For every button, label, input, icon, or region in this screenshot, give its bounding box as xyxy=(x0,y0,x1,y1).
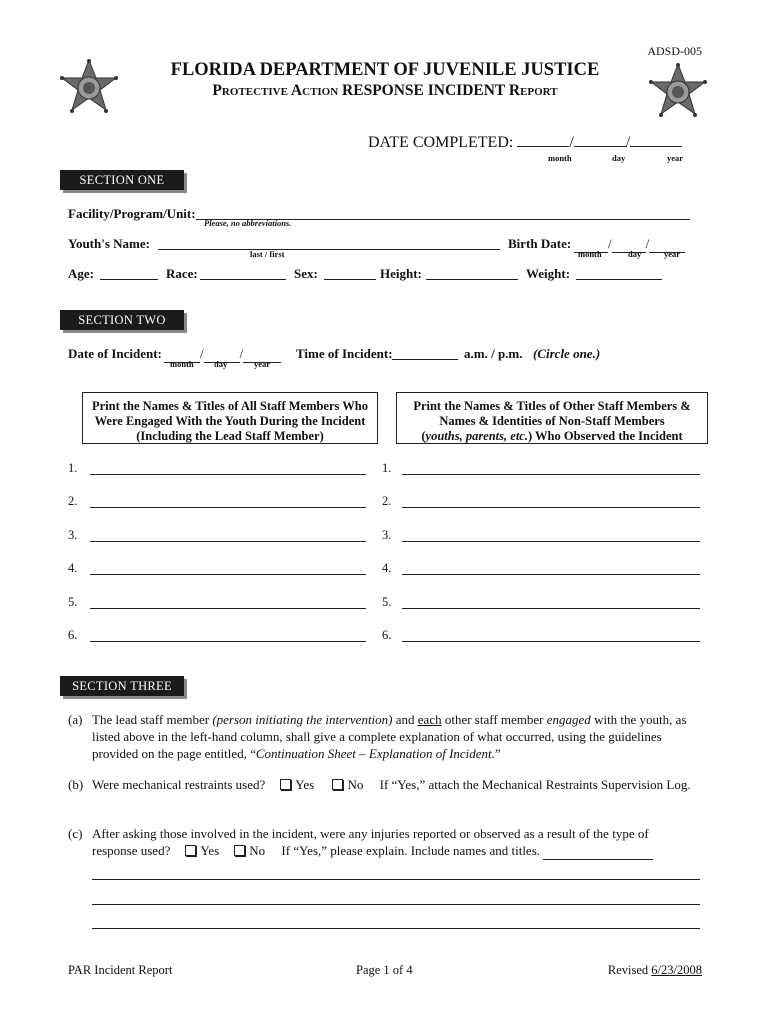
age-label: Age: xyxy=(68,266,94,281)
youth-name-label: Youth's Name: xyxy=(68,236,150,251)
form-id: ADSD-005 xyxy=(647,44,702,58)
sheriff-star-left-icon xyxy=(58,58,120,120)
race-field[interactable] xyxy=(200,266,286,280)
footer-revised: Revised 6/23/2008 xyxy=(607,963,702,977)
youth-name-field[interactable] xyxy=(158,236,500,250)
height-field[interactable] xyxy=(426,266,518,280)
incident-year-label: year xyxy=(254,359,271,369)
sex-label: Sex: xyxy=(294,266,318,281)
incident-month-label: month xyxy=(170,359,194,369)
birth-date-label: Birth Date: xyxy=(508,236,572,251)
age-field[interactable] xyxy=(100,266,158,280)
weight-label: Weight: xyxy=(526,266,571,281)
engaged-num-2: 2. xyxy=(68,494,78,508)
observers-box-line2: Names & Identities of Non-Staff Members xyxy=(439,414,665,428)
engaged-line-4[interactable] xyxy=(90,561,366,575)
sex-field[interactable] xyxy=(324,266,376,280)
observer-line-2[interactable] xyxy=(402,494,700,508)
footer-left: PAR Incident Report xyxy=(68,963,173,977)
birth-date-field[interactable]: / / xyxy=(574,236,685,253)
observer-num-1: 1. xyxy=(382,461,392,475)
youth-name-sublabel: last / first xyxy=(250,249,285,259)
engaged-num-3: 3. xyxy=(68,528,78,542)
injury-explain-line-3[interactable] xyxy=(92,915,700,929)
date-completed-day-label: day xyxy=(612,153,626,163)
time-incident-label: Time of Incident: xyxy=(296,346,393,361)
observer-num-6: 6. xyxy=(382,628,392,642)
incident-day-label: day xyxy=(214,359,228,369)
height-label: Height: xyxy=(380,266,422,281)
observer-line-3[interactable] xyxy=(402,528,700,542)
date-completed-year-label: year xyxy=(667,153,684,163)
injury-explain-line-2[interactable] xyxy=(92,891,700,905)
section-one-heading: SECTION ONE xyxy=(60,170,184,190)
birth-year-label: year xyxy=(664,249,681,259)
engaged-line-3[interactable] xyxy=(90,528,366,542)
date-incident-field[interactable]: / / xyxy=(164,346,281,363)
birth-day-label: day xyxy=(628,249,642,259)
weight-field[interactable] xyxy=(576,266,662,280)
facility-label: Facility/Program/Unit: xyxy=(68,206,196,221)
engaged-num-6: 6. xyxy=(68,628,78,642)
b-no-checkbox[interactable] xyxy=(332,779,343,790)
circle-one-note: (Circle one.) xyxy=(533,346,601,361)
c-no-checkbox[interactable] xyxy=(234,845,245,856)
date-completed-label: DATE COMPLETED: / / xyxy=(368,134,682,152)
engaged-num-1: 1. xyxy=(68,461,78,475)
item-b-text: Were mechanical restraints used? Yes No If “Yes,” attach the Mechanical Restraints Supervision Log. xyxy=(92,777,691,792)
engaged-num-5: 5. xyxy=(68,595,78,609)
observers-box xyxy=(396,392,708,444)
section-two-heading: SECTION TWO xyxy=(60,310,184,330)
observer-num-4: 4. xyxy=(382,561,392,575)
observers-box-line1: Print the Names & Titles of Other Staff Members & xyxy=(413,399,691,413)
section-three-heading: SECTION THREE xyxy=(60,676,184,696)
b-yes-checkbox[interactable] xyxy=(280,779,291,790)
engaged-line-5[interactable] xyxy=(90,595,366,609)
item-c-label: (c) xyxy=(68,826,83,841)
engaged-line-6[interactable] xyxy=(90,628,366,642)
injury-explain-line-1[interactable] xyxy=(92,866,700,880)
observer-line-6[interactable] xyxy=(402,628,700,642)
observer-line-1[interactable] xyxy=(402,461,700,475)
facility-note: Please, no abbreviations. xyxy=(204,218,292,228)
item-c-text: After asking those involved in the incident, were any injuries reported or observed as a result of the type of response used? Yes No If “Yes,” please explain. Include names and titles. xyxy=(92,825,696,860)
am-pm-label: a.m. / p.m. xyxy=(464,346,523,361)
date-incident-label: Date of Incident: xyxy=(68,346,162,361)
race-label: Race: xyxy=(166,266,198,281)
page-title: FLORIDA DEPARTMENT OF JUVENILE JUSTICE xyxy=(170,60,600,80)
sheriff-star-right-icon xyxy=(647,62,709,124)
engaged-line-2[interactable] xyxy=(90,494,366,508)
footer-page: Page 1 of 4 xyxy=(356,963,413,977)
observer-num-5: 5. xyxy=(382,595,392,609)
engaged-num-4: 4. xyxy=(68,561,78,575)
observer-num-3: 3. xyxy=(382,528,392,542)
engaged-line-1[interactable] xyxy=(90,461,366,475)
page-subtitle: Protective Action RESPONSE INCIDENT Report xyxy=(212,82,558,99)
birth-month-label: month xyxy=(578,249,602,259)
observer-num-2: 2. xyxy=(382,494,392,508)
c-yes-checkbox[interactable] xyxy=(185,845,196,856)
observer-line-4[interactable] xyxy=(402,561,700,575)
observer-line-5[interactable] xyxy=(402,595,700,609)
item-b-label: (b) xyxy=(68,777,84,792)
observers-box-line3: (youths, parents, etc.) Who Observed the Incident xyxy=(421,429,683,443)
item-a-label: (a) xyxy=(68,712,83,727)
engaged-staff-box: Print the Names & Titles of All Staff Members Who Were Engaged With the Youth During the Incident (Including the Lead Staff Member) xyxy=(82,392,378,444)
time-incident-field[interactable] xyxy=(392,346,458,360)
date-completed-month-label: month xyxy=(548,153,572,163)
item-a-text: The lead staff member (person initiating the intervention) and each other staff member engaged with the youth, as listed above in the left-hand column, shall give a complete explanation of what occurred, using the guidelines provided on the page entitled, “Continuation Sheet – Explanation of Incident.” xyxy=(92,712,687,761)
